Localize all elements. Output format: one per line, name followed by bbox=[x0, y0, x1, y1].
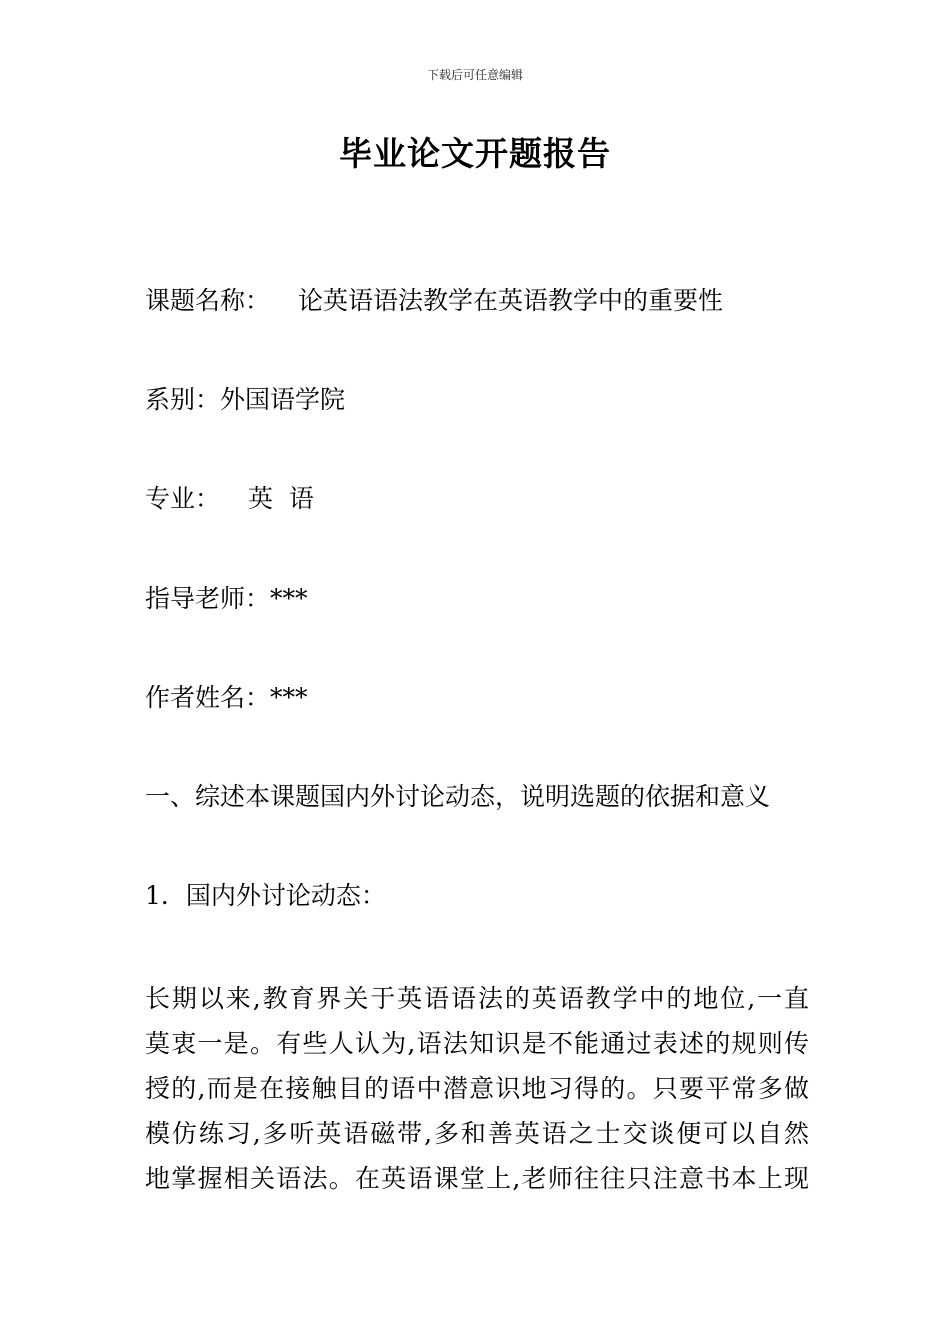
section-heading: 一、综述本课题国内外讨论动态，说明选题的依据和意义 bbox=[145, 782, 771, 811]
advisor-line: 指导老师：*** bbox=[145, 584, 308, 613]
header-note: 下载后可任意编辑 bbox=[426, 68, 523, 82]
body-paragraph bbox=[145, 976, 809, 1201]
department-line: 系别：外国语学院 bbox=[145, 385, 346, 414]
paragraph-line: 模仿练习,多听英语磁带,多和善英语之士交谈便可以自然 bbox=[145, 1119, 809, 1148]
topic-value: 论英语语法教学在英语教学中的重要性 bbox=[298, 286, 724, 315]
topic-line bbox=[145, 284, 723, 318]
paragraph-line: 长期以来,教育界关于英语语法的英语教学中的地位,一直 bbox=[145, 984, 809, 1013]
paragraph-line: 地掌握相关语法。在英语课堂上,老师往往只注意书本上现 bbox=[145, 1164, 809, 1193]
major-value: 英 语 bbox=[248, 484, 314, 513]
major-line bbox=[145, 482, 314, 516]
topic-label: 课题名称： bbox=[145, 286, 271, 315]
page-title: 毕业论文开题报告 bbox=[339, 134, 611, 173]
major-label: 专业： bbox=[145, 484, 221, 513]
paragraph-line: 莫衷一是。有些人认为,语法知识是不能通过表述的规则传 bbox=[145, 1029, 809, 1058]
paragraph-line: 授的,而是在接触目的语中潜意识地习得的。只要平常多做 bbox=[145, 1074, 809, 1103]
subsection-heading: 1．国内外讨论动态： bbox=[145, 881, 386, 910]
author-line: 作者姓名：*** bbox=[145, 683, 308, 712]
